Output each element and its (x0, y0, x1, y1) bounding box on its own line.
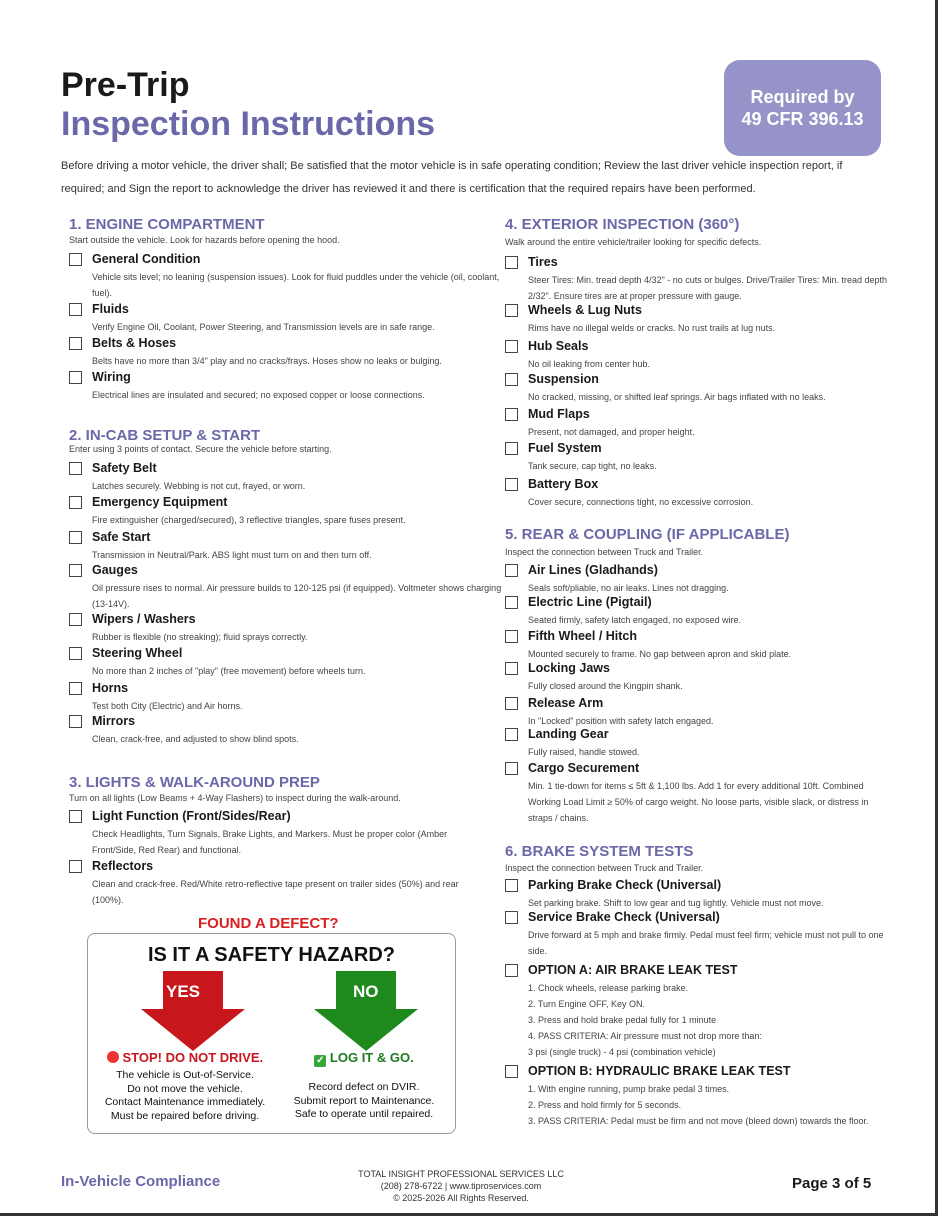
section-subtitle: Enter using 3 points of contact. Secure the vehicle before starting. (69, 444, 332, 454)
checkbox[interactable] (505, 630, 518, 643)
section-subtitle: Start outside the vehicle. Look for hazards before opening the hood. (69, 235, 340, 245)
checkbox[interactable] (505, 442, 518, 455)
checklist-item-label: Service Brake Check (Universal) (528, 910, 720, 924)
checklist-item-description: Fire extinguisher (charged/secured), 3 reflective triangles, spare fuses present. (92, 515, 406, 525)
yes-label: YES (166, 982, 201, 1001)
checklist-item-description: Rims have no illegal welds or cracks. No rust trails at lug nuts. (528, 323, 776, 333)
checklist-item-description: Check Headlights, Turn Signals, Brake Lights, and Markers. Must be proper color (Amber Front/Side, Red Rear) and functional. (92, 829, 448, 855)
section-title: 4. EXTERIOR INSPECTION (360°) (505, 216, 740, 233)
checkbox[interactable] (505, 304, 518, 317)
section-title: 2. IN-CAB SETUP & START (69, 427, 261, 444)
checklist-item-description: No oil leaking from center hub. (528, 359, 651, 369)
no-line: Record defect on DVIR. (308, 1081, 420, 1093)
checklist-item-label: Air Lines (Gladhands) (528, 563, 658, 577)
checklist-item-description: Seals soft/pliable, no air leaks. Lines not dragging. (528, 583, 729, 593)
checklist-item-label: Locking Jaws (528, 661, 610, 675)
checkbox[interactable] (505, 340, 518, 353)
checkbox[interactable] (505, 662, 518, 675)
section-title: 6. BRAKE SYSTEM TESTS (505, 843, 694, 860)
check-box-icon: ✓ (316, 1055, 325, 1066)
checkbox[interactable] (505, 373, 518, 386)
checklist-item-label: Fluids (92, 302, 129, 316)
yes-result-text (100, 1069, 270, 1123)
checklist-item-description: Verify Engine Oil, Coolant, Power Steering, and Transmission levels are in safe range. (92, 322, 435, 332)
checkbox[interactable] (505, 408, 518, 421)
checkbox[interactable] (505, 879, 518, 892)
checklist-item-label: Tires (528, 255, 558, 269)
checklist-item-description: Drive forward at 5 mph and brake firmly. Pedal must feel firm; vehicle must not pull to one side. (528, 930, 884, 956)
checklist-item-label: Wipers / Washers (92, 612, 196, 626)
yes-result-heading (100, 1050, 270, 1065)
checklist-item-label: Cargo Securement (528, 761, 640, 775)
checklist-item-description: Vehicle sits level; no leaning (suspension issues). Look for fluid puddles under the vehicle (oil, coolant, fuel). (92, 272, 500, 298)
checkbox[interactable] (505, 478, 518, 491)
checklist-item-label: Release Arm (528, 696, 604, 710)
checklist-item-label: Parking Brake Check (Universal) (528, 878, 722, 892)
no-result-text (279, 1081, 449, 1122)
intro-text: Before driving a motor vehicle, the driver shall; Be satisfied that the motor vehicle is in safe operating condition; Review the last driver vehicle inspection report, if required; and Sign the report to acknowledge the driver has reviewed it and there is certification that the required repairs have been performed. (61, 160, 843, 195)
yes-head-text: STOP! DO NOT DRIVE. (122, 1050, 264, 1065)
checklist-item-description: Test both City (Electric) and Air horns. (92, 701, 243, 711)
badge-line2: 49 CFR 396.13 (741, 109, 864, 129)
no-label: NO (353, 982, 379, 1001)
checklist-item-label: Battery Box (528, 477, 599, 491)
checklist-item-description: Fully closed around the Kingpin shank. (528, 681, 683, 691)
checklist-item-label: Belts & Hoses (92, 336, 177, 350)
checklist-item-label: Landing Gear (528, 727, 609, 741)
defect-decision-box (87, 933, 456, 1134)
checkbox[interactable] (69, 860, 82, 873)
checklist-item-label: OPTION A: AIR BRAKE LEAK TEST (528, 963, 738, 977)
checkbox[interactable] (69, 682, 82, 695)
checklist-item-description: 1. Chock wheels, release parking brake. 2. Turn Engine OFF, Key ON. 3. Press and hold brake pedal fully for 1 minute 4. PASS CRITERIA: Air pressure must not drop more than: 3 psi (single truck) - 4 psi (combination vehicle) (528, 983, 762, 1057)
checkbox[interactable] (69, 253, 82, 266)
yes-line: Contact Maintenance immediately. (104, 1096, 266, 1108)
checklist-item-description: No more than 2 inches of "play" (free movement) before wheels turn. (92, 666, 366, 676)
checklist-item-label: Electric Line (Pigtail) (528, 595, 652, 609)
checklist-item-label: Reflectors (92, 859, 154, 873)
checklist-item-description: Set parking brake. Shift to low gear and tug lightly. Vehicle must not move. (528, 898, 824, 908)
checklist-item-description: Clean and crack-free. Red/White retro-reflective tape present on trailer sides (50%) and rear (100%). (92, 879, 459, 905)
checklist-item-description: Tank secure, cap tight, no leaks. (528, 461, 657, 471)
footer-copyright: © 2025-2026 All Rights Reserved. (393, 1193, 529, 1203)
regulation-badge (724, 60, 881, 156)
checkbox[interactable] (69, 810, 82, 823)
checkbox[interactable] (69, 531, 82, 544)
checklist-item-description: Steer Tires: Min. tread depth 4/32" - no cuts or bulges. Drive/Trailer Tires: Min. tread depth 2/32". Ensure tires are at proper pressure with gauge. (528, 275, 888, 301)
checklist-item-description: Cover secure, connections tight, no excessive corrosion. (528, 497, 754, 507)
checkbox[interactable] (505, 697, 518, 710)
checklist-item-description: Present, not damaged, and proper height. (528, 427, 695, 437)
checklist-item-description: Oil pressure rises to normal. Air pressure builds to 120-125 psi (if equipped). Voltmeter shows charging (13-14V). (92, 583, 502, 609)
section-title: 3. LIGHTS & WALK-AROUND PREP (69, 774, 320, 791)
checklist-item-description: Electrical lines are insulated and secured; no exposed copper or loose connections. (92, 390, 425, 400)
checkbox[interactable] (69, 715, 82, 728)
checklist-item-label: Mud Flaps (528, 407, 590, 421)
footer-company: TOTAL INSIGHT PROFESSIONAL SERVICES LLC (358, 1169, 564, 1179)
yes-line: Do not move the vehicle. (127, 1082, 243, 1095)
page-title-line1: Pre-Trip (61, 66, 190, 104)
no-line: Safe to operate until repaired. (294, 1108, 434, 1120)
yes-line: Must be repaired before driving. (110, 1109, 260, 1122)
checkbox[interactable] (505, 256, 518, 269)
checklist-item-label: Horns (92, 681, 129, 695)
checkbox[interactable] (69, 613, 82, 626)
checklist-item-label: Steering Wheel (92, 646, 183, 660)
checkbox[interactable] (505, 762, 518, 775)
checklist-item-label: Wiring (92, 370, 131, 384)
hazard-question: IS IT A SAFETY HAZARD? (147, 944, 396, 966)
checkbox[interactable] (505, 728, 518, 741)
checklist-item-description: Belts have no more than 3/4" play and no cracks/frays. Hoses show no leaks or bulging. (92, 356, 442, 366)
checklist-item-label: Mirrors (92, 714, 136, 728)
section-title: 5. REAR & COUPLING (IF APPLICABLE) (505, 526, 790, 543)
checklist-item-label: Wheels & Lug Nuts (528, 303, 642, 317)
footer-contact: (208) 278-6722 | www.tiproservices.com (380, 1181, 542, 1191)
page-title-line2: Inspection Instructions (61, 105, 436, 143)
checklist-item-label: Emergency Equipment (92, 495, 228, 509)
checklist-item-description: Fully raised, handle stowed. (528, 747, 640, 757)
checklist-item-description: 1. With engine running, pump brake pedal 3 times. 2. Press and hold firmly for 5 seconds. 3. PASS CRITERIA: Pedal must be firm and not move (bleed down) towards the floor. (528, 1084, 869, 1126)
checklist-item-description: Seated firmly, safety latch engaged, no exposed wire. (528, 615, 741, 625)
checklist-item-label: Fifth Wheel / Hitch (528, 629, 638, 643)
defect-heading: FOUND A DEFECT? (198, 915, 339, 932)
checklist-item-description: Clean, crack-free, and adjusted to show blind spots. (92, 734, 299, 744)
checklist-item-label: Gauges (92, 563, 138, 577)
checkbox[interactable] (505, 964, 518, 977)
checkbox[interactable] (69, 496, 82, 509)
checklist-item-label: Fuel System (528, 441, 602, 455)
no-line: Submit report to Maintenance. (293, 1094, 435, 1107)
no-head-text: LOG IT & GO. (329, 1050, 414, 1065)
page-number: Page 3 of 5 (792, 1175, 872, 1192)
section-title: 1. ENGINE COMPARTMENT (69, 216, 265, 233)
section-subtitle: Inspect the connection between Truck and Trailer. (505, 863, 704, 873)
checklist-item-description: Latches securely. Webbing is not cut, frayed, or worn. (92, 481, 306, 491)
checklist-item-label: Safety Belt (92, 461, 157, 475)
checklist-item-label: Safe Start (92, 530, 151, 544)
checklist-item-description: Rubber is flexible (no streaking); fluid sprays correctly. (92, 632, 308, 642)
section-subtitle: Walk around the entire vehicle/trailer looking for specific defects. (505, 237, 762, 247)
stop-circle-icon (107, 1051, 119, 1063)
checklist-item-description: Mounted securely to frame. No gap between apron and skid plate. (528, 649, 792, 659)
checkbox[interactable] (505, 564, 518, 577)
checkbox[interactable] (69, 371, 82, 384)
checklist-item-description: Min. 1 tie-down for items ≤ 5ft & 1,100 lbs. Add 1 for every additional 10ft. Combined Working Load Limit ≥ 50% of cargo weight. No loose parts, visible slack, or distress in straps / chains. (528, 781, 869, 823)
checklist-item-label: General Condition (92, 252, 201, 266)
checkbox[interactable] (69, 303, 82, 316)
checkbox[interactable] (505, 911, 518, 924)
checkbox[interactable] (69, 647, 82, 660)
footer-brand: In-Vehicle Compliance (61, 1173, 221, 1190)
no-result-heading (279, 1050, 449, 1067)
checklist-item-label: Suspension (528, 372, 599, 386)
checkbox[interactable] (69, 337, 82, 350)
checkbox[interactable] (505, 1065, 518, 1078)
checklist-item-description: No cracked, missing, or shifted leaf springs. Air bags inflated with no leaks. (528, 392, 826, 402)
checklist-item-label: OPTION B: HYDRAULIC BRAKE LEAK TEST (528, 1064, 791, 1078)
checklist-item-description: Transmission in Neutral/Park. ABS light must turn on and then turn off. (92, 550, 372, 560)
checklist-item-label: Hub Seals (528, 339, 589, 353)
section-subtitle: Turn on all lights (Low Beams + 4-Way Flashers) to inspect during the walk-around. (69, 793, 401, 803)
checkbox[interactable] (69, 564, 82, 577)
badge-line1: Required by (750, 87, 855, 107)
checkbox[interactable] (69, 462, 82, 475)
checklist-item-description: In "Locked" position with safety latch engaged. (528, 716, 714, 726)
section-subtitle: Inspect the connection between Truck and Trailer. (505, 547, 704, 557)
checkbox[interactable] (505, 596, 518, 609)
yes-line: The vehicle is Out-of-Service. (116, 1069, 254, 1081)
checklist-item-label: Light Function (Front/Sides/Rear) (92, 809, 291, 823)
footer-company-info (341, 1168, 581, 1204)
